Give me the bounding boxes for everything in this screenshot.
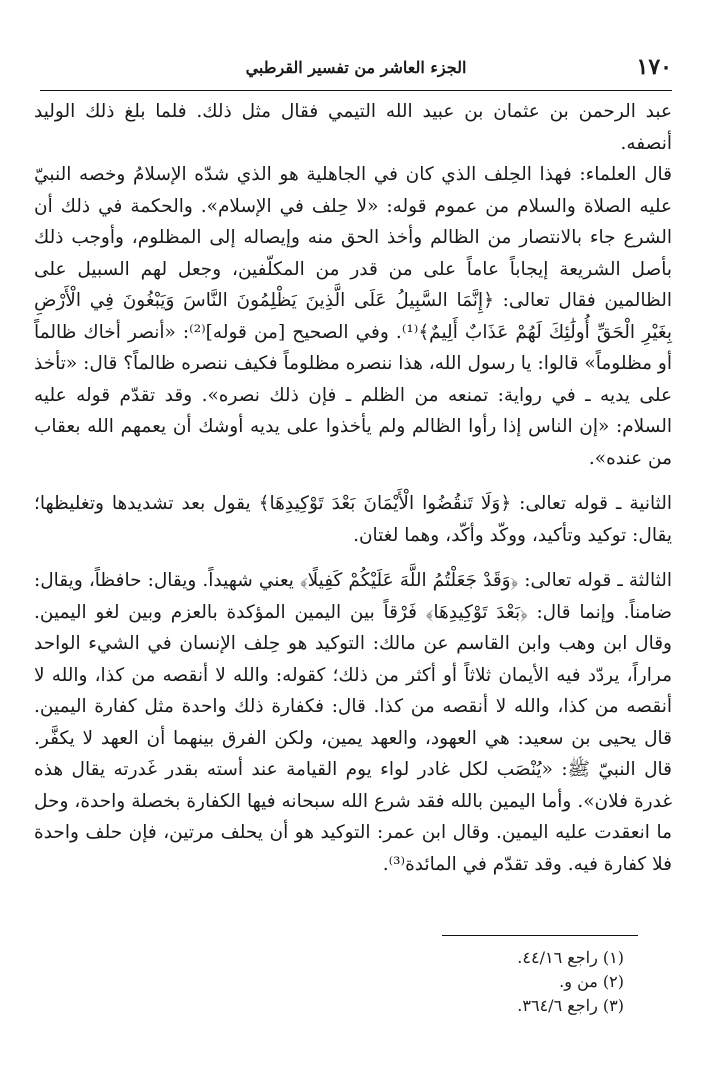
body-text xyxy=(34,96,672,880)
paragraph: قال العلماء: فهذا الحِلف الذي كان في الجاهلية هو الذي شدّه الإسلامُ وخصه النبيّ عليه الصلاة والسلام من عموم قوله: «لا حِلف في الإسلام». والحكمة في ذلك أن الشرع جاء بالانتصار من الظالم وأخذ الحق منه وإيصاله إلى المظلوم، وأوجب ذلك بأصل الشريعة إيجاباً عاماً على من قدر من المكلّفين، وجعل لهم السبيل على الظالمين فقال تعالى: ﴿إِنَّمَا السَّبِيلُ عَلَى الَّذِينَ يَظْلِمُونَ النَّاسَ وَيَبْغُونَ فِي الْأَرْضِ بِغَيْرِ الْحَقِّ أُولَٰئِكَ لَهُمْ عَذَابٌ أَلِيمٌ﴾⁽¹⁾. وفي الصحيح [من قوله]⁽²⁾: «أنصر أخاك ظالماً أو مظلوماً» قالوا: يا رسول الله، هذا ننصره مظلوماً فكيف ننصره ظالماً؟ قال: «تأخذ على يديه ـ في رواية: تمنعه من الظلم ـ فإن ذلك نصره». وقد تقدّم قوله عليه السلام: «إن الناس إذا رأوا الظالم ولم يأخذوا على يديه أوشك أن يعمهم الله بعقاب من عنده». xyxy=(34,164,672,469)
paragraph: الثانية ـ قوله تعالى: ﴿وَلَا تَنقُضُوا الْأَيْمَانَ بَعْدَ تَوْكِيدِهَا﴾ يقول بعد تشديدها وتغليظها؛ يقال: توكيد وتأكيد، ووكّد وأكّد، وهما لغتان. xyxy=(34,493,672,546)
header-rule xyxy=(40,90,672,91)
running-title: الجزء العاشر من تفسير القرطبي xyxy=(245,58,467,77)
paragraph: الثالثة ـ قوله تعالى: ﴿وَقَدْ جَعَلْتُمُ اللَّهَ عَلَيْكُمْ كَفِيلًا﴾ يعني شهيداً. ويقال: حافظاً، ويقال: ضامناً. وإنما قال: ﴿بَعْدَ تَوْكِيدِهَا﴾ فَرْقاً بين اليمين المؤكدة بالعزم وبين لغو اليمين. وقال ابن وهب وابن القاسم عن مالك: التوكيد هو حِلف الإنسان في الشيء الواحد مراراً، يردّد فيه الأيمان ثلاثاً أو أكثر من ذلك؛ كقوله: والله لا أنقصه من كذا، والله لا أنقصه من كذا، والله لا أنقصه من كذا. قال: فكفارة ذلك واحدة مثل كفارة اليمين. قال يحيى بن سعيد: هي العهود، والعهد يمين، ولكن الفرق بينهما أن العهد لا يكفَّر. قال النبيّ ﷺ: «يُنْصَب لكل غادر لواء يوم القيامة عند أسته بقدر غَدرته يقال هذه غدرة فلان». وأما اليمين بالله فقد شرع الله سبحانه فيها الكفارة بخصلة واحدة، وحل ما انعقدت عليه اليمين. وقال ابن عمر: التوكيد هو أن يحلف مرتين، فإن حلف واحدة فلا كفارة فيه. وقد تقدّم في المائدة⁽³⁾. xyxy=(34,570,672,875)
footnote-rule xyxy=(442,935,638,936)
footnote-2: (٢) من و. xyxy=(559,972,624,991)
footnote-1: (١) راجع ٤٤/١٦. xyxy=(517,948,624,967)
footnote-3: (٣) راجع ٣٦٤/٦. xyxy=(517,996,624,1015)
paragraph: عبد الرحمن بن عثمان بن عبيد الله التيمي فقال مثل ذلك. فلما بلغ ذلك الوليد أنصفه. xyxy=(34,101,672,154)
page-header xyxy=(40,54,672,88)
footnotes xyxy=(324,946,624,1018)
page-number: ١٧٠ xyxy=(636,54,672,80)
